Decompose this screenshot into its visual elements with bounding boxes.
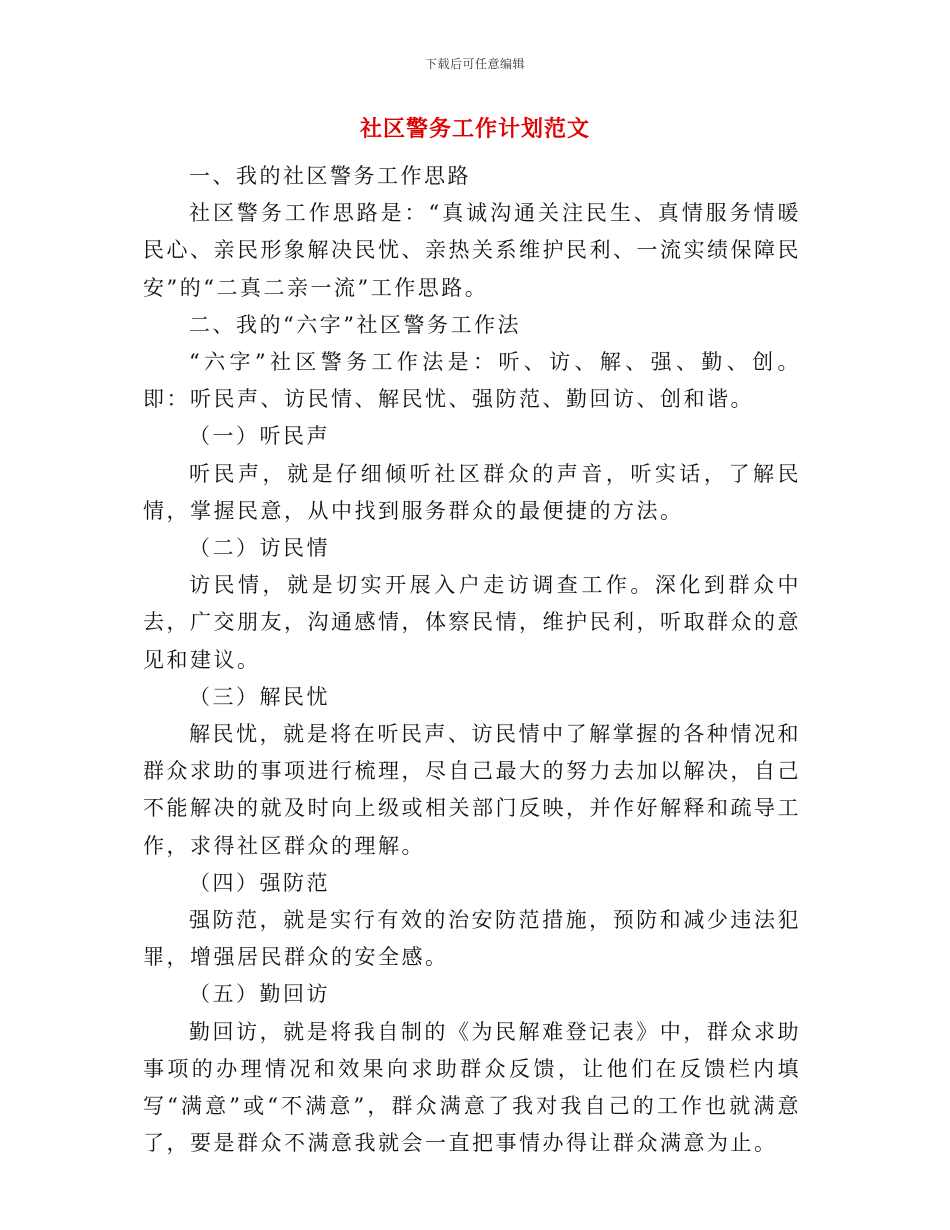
subheading-revisit: （五）勤回访: [189, 982, 330, 1007]
subheading-prevent: （四）强防范: [189, 870, 330, 895]
section-heading-1: 一、我的社区警务工作思路: [189, 164, 471, 188]
subheading-solve: （三）解民忧: [189, 684, 330, 709]
paragraph: 访民情，就是切实开展入户走访调查工作。深化到群众中去，广交朋友，沟通感情，体察民情，维护民利，听取群众的意见和建议。: [143, 573, 801, 672]
paragraph: 解民忧，就是将在听民声、访民情中了解掌握的各种情况和群众求助的事项进行梳理，尽自己最大的努力去加以解决，自己不能解决的就及时向上级或相关部门反映，并作好解释和疏导工作，求得社区群众的理解。: [143, 722, 801, 858]
paragraph: 社区警务工作思路是：“真诚沟通关注民生、真情服务情暖民心、亲民形象解决民忧、亲热关系维护民利、一流实绩保障民安”的“二真二亲一流”工作思路。: [143, 201, 801, 300]
subheading-visit: （二）访民情: [189, 536, 330, 561]
document-title: 社区警务工作计划范文: [359, 116, 590, 142]
document-body: [143, 158, 801, 1162]
section-heading-2: 二、我的“六字”社区警务工作法: [189, 312, 521, 337]
paragraph: “六字”社区警务工作法是：听、访、解、强、勤、创。即：听民声、访民情、解民忧、强防范、勤回访、创和谐。: [143, 350, 801, 412]
paragraph: 听民声，就是仔细倾听社区群众的声音，听实话，了解民情，掌握民意，从中找到服务群众的最便捷的方法。: [143, 461, 801, 523]
header-note: 下载后可任意编辑: [424, 57, 525, 71]
subheading-listen: （一）听民声: [189, 424, 330, 449]
paragraph: 强防范，就是实行有效的治安防范措施，预防和减少违法犯罪，增强居民群众的安全感。: [143, 908, 801, 970]
paragraph: 勤回访，就是将我自制的《为民解难登记表》中，群众求助事项的办理情况和效果向求助群众反馈，让他们在反馈栏内填写“满意”或“不满意”，群众满意了我对我自己的工作也就满意了，要是群众不满意我就会一直把事情办得让群众满意为止。: [143, 1019, 801, 1156]
